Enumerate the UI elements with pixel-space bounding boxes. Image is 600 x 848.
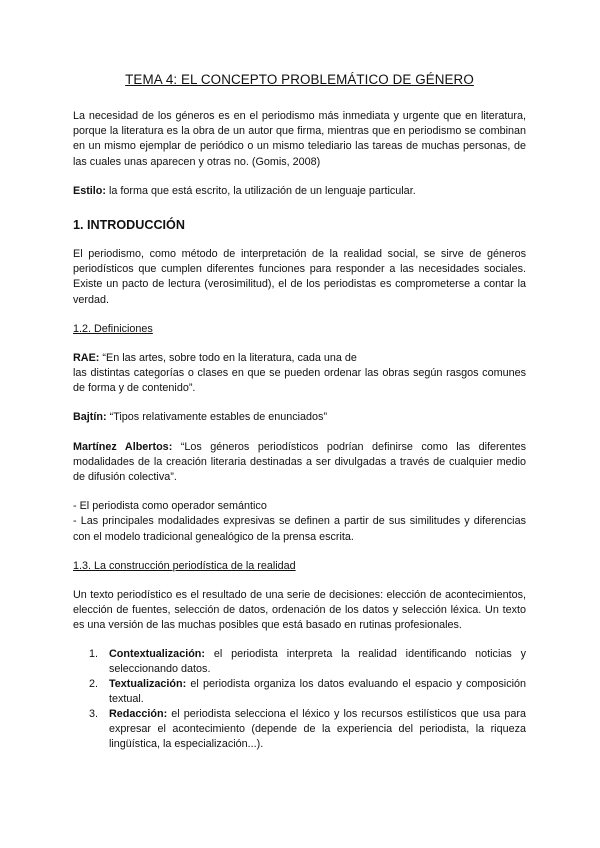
rae-line1: “En las artes, sobre todo en la literatura, cada una de xyxy=(99,351,357,364)
section-heading-construccion: 1.3. La construcción periodística de la realidad xyxy=(73,559,296,572)
bajtin-definition xyxy=(73,410,526,425)
bajtin-label: Bajtín: xyxy=(73,411,107,424)
estilo-label: Estilo: xyxy=(73,184,106,197)
rae-definition xyxy=(73,351,526,366)
martinez-label: Martínez Albertos: xyxy=(73,440,173,453)
intro-quote: La necesidad de los géneros es en el periodismo más inmediata y urgente que en literatura, porque la literatura es la obra de un autor que firma, mientras que en periodismo se combinan en un mismo ejemplar de periódico o un mismo telediario las tareas de muchas personas, de las cuales unas aparecen y otras no. (Gomis, 2008) xyxy=(73,110,526,168)
list-item-label: Redacción: xyxy=(109,708,168,721)
list-item-text: el periodista interpreta la realidad identificando noticias y seleccionando datos. xyxy=(109,648,526,676)
list-item-number: 2. xyxy=(89,678,99,691)
list-item-number: 1. xyxy=(89,648,99,661)
rae-definition-rest: las distintas categorías o clases en que se pueden ordenar las obras según rasgos comunes de forma y de contenido”. xyxy=(73,367,526,395)
list-item xyxy=(89,647,526,677)
martinez-definition xyxy=(73,440,526,486)
section-heading-introduccion: 1. INTRODUCCIÓN xyxy=(73,218,185,233)
list-item-number: 3. xyxy=(89,708,99,721)
list-item-text: el periodista organiza los datos evaluando el espacio y composición textual. xyxy=(109,678,526,706)
list-item-text: el periodista selecciona el léxico y los recursos estilísticos que usa para expresar el acontecimiento (depende de la experiencia del periodista, la riqueza lingüística, la especialización...). xyxy=(109,708,526,751)
steps-list xyxy=(73,647,526,752)
estilo-definition xyxy=(73,184,526,199)
list-item xyxy=(89,677,526,707)
page-title: TEMA 4: EL CONCEPTO PROBLEMÁTICO DE GÉNERO xyxy=(125,72,474,87)
dash-item-2: - Las principales modalidades expresivas se definen a partir de sus similitudes y diferencias con el modelo tradicional genealógico de la prensa escrita. xyxy=(73,515,526,543)
rae-label: RAE: xyxy=(73,351,100,364)
list-item-label: Contextualización: xyxy=(109,648,205,661)
list-item-label: Textualización: xyxy=(109,678,187,691)
dash-item-1: - El periodista como operador semántico xyxy=(73,500,267,513)
introduccion-paragraph: El periodismo, como método de interpretación de la realidad social, se sirve de géneros periodísticos que cumplen diferentes funciones para responder a las necesidades sociales. Existe un pacto de lectura (verosimilitud), el de los periodistas es comprometerse a contar la verdad. xyxy=(73,248,526,306)
estilo-text: la forma que está escrito, la utilización de un lenguaje particular. xyxy=(106,184,416,197)
bajtin-text: “Tipos relativamente estables de enunciados” xyxy=(106,411,328,424)
section-heading-definiciones: 1.2. Definiciones xyxy=(73,322,153,335)
list-item xyxy=(89,707,526,752)
martinez-text: “Los géneros periodísticos podrían definirse como las diferentes modalidades de la creación literaria destinadas a ser divulgadas a través de cualquier medio de difusión colectiva”. xyxy=(73,440,526,484)
construccion-paragraph: Un texto periodístico es el resultado de una serie de decisiones: elección de acontecimientos, elección de fuentes, selección de datos, ordenación de los datos y selección léxica. Un texto es una versión de las muchas posibles que está basado en rutinas profesionales. xyxy=(73,588,526,632)
